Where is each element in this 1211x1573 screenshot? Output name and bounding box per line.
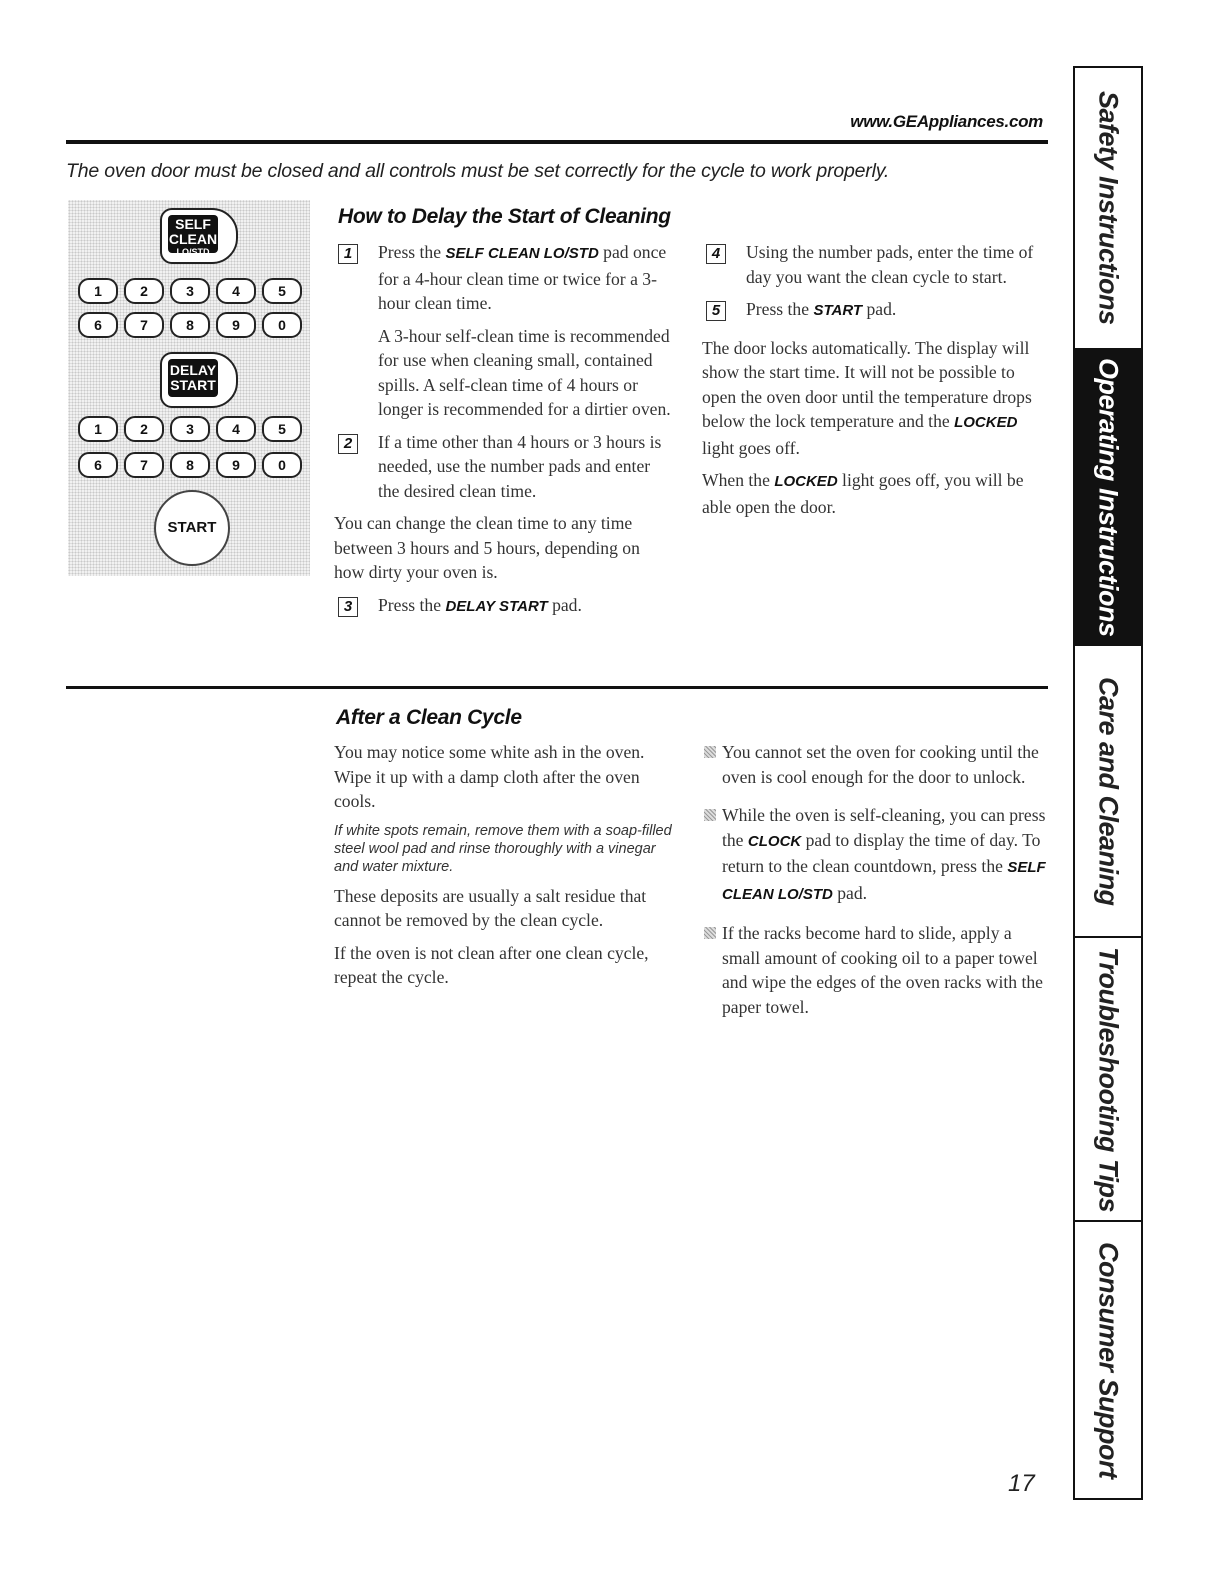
number-key: 9 bbox=[216, 312, 256, 338]
number-key: 6 bbox=[78, 452, 118, 478]
number-key: 3 bbox=[170, 278, 210, 304]
step-5: 5 Press the START pad. bbox=[702, 297, 1048, 324]
number-key: 8 bbox=[170, 452, 210, 478]
number-key: 1 bbox=[78, 416, 118, 442]
step-2: 2 If a time other than 4 hours or 3 hours is needed, use the number pads and enter the desired clean time. bbox=[334, 430, 674, 504]
section-divider bbox=[66, 686, 1048, 689]
number-key: 7 bbox=[124, 312, 164, 338]
delay-column-right bbox=[702, 240, 1048, 527]
page-number: 17 bbox=[1008, 1470, 1035, 1497]
bullet-icon bbox=[704, 746, 716, 758]
number-key: 0 bbox=[262, 452, 302, 478]
delay-column-left bbox=[334, 240, 674, 627]
oven-door-note: The oven door must be closed and all controls must be set correctly for the cycle to work properly. bbox=[66, 160, 890, 182]
step-number: 4 bbox=[706, 244, 726, 264]
step-1: 1 Press the SELF CLEAN LO/STD pad once for a 4-hour clean time or twice for a 3-hour clean time. A 3-hour self-clean time is recommended for use when cleaning small, contained spills. A self-clean time of 4 hours or longer is recommended for a dirtier oven. bbox=[334, 240, 674, 422]
number-key: 4 bbox=[216, 416, 256, 442]
after-column-left bbox=[334, 740, 674, 998]
step-number: 5 bbox=[706, 301, 726, 321]
locked-light-paragraph: When the LOCKED light goes off, you will be able open the door. bbox=[702, 470, 1024, 517]
after-section-title: After a Clean Cycle bbox=[336, 706, 522, 729]
self-clean-key: SELF CLEAN LO/STD bbox=[160, 208, 238, 264]
delay-start-key: DELAY START bbox=[160, 352, 238, 408]
number-key: 3 bbox=[170, 416, 210, 442]
bullet-item: If the racks become hard to slide, apply a small amount of cooking oil to a paper towel and wipe the edges of the oven racks with the paper towel. bbox=[700, 921, 1050, 1019]
step-number: 1 bbox=[338, 244, 358, 264]
white-spots-note: If white spots remain, remove them with a soap-filled steel wool pad and rinse thoroughly with a vinegar and water mixture. bbox=[334, 822, 672, 875]
tab-safety-instructions[interactable]: Safety Instructions bbox=[1075, 68, 1141, 350]
number-key: 2 bbox=[124, 416, 164, 442]
control-panel-illustration bbox=[68, 200, 310, 576]
number-key: 0 bbox=[262, 312, 302, 338]
step-3: 3 Press the DELAY START pad. bbox=[334, 593, 674, 620]
step-4: 4 Using the number pads, enter the time of day you want the clean cycle to start. bbox=[702, 240, 1048, 289]
delay-section-title: How to Delay the Start of Cleaning bbox=[338, 205, 671, 228]
bullet-icon bbox=[704, 927, 716, 939]
tab-troubleshooting-tips[interactable]: Troubleshooting Tips bbox=[1075, 938, 1141, 1222]
step-1-note: A 3-hour self-clean time is recommended for use when cleaning small, contained spills. A self-clean time of 4 hours or longer is recommended for a dirtier oven. bbox=[378, 325, 671, 419]
number-key: 5 bbox=[262, 416, 302, 442]
step-number: 2 bbox=[338, 434, 358, 454]
step-number: 3 bbox=[338, 597, 358, 617]
ash-paragraph: You may notice some white ash in the oven. Wipe it up with a damp cloth after the oven cools. bbox=[334, 742, 645, 811]
section-tabs bbox=[1073, 66, 1143, 1500]
start-key: START bbox=[154, 490, 230, 566]
change-time-note: You can change the clean time to any time between 3 hours and 5 hours, depending on how dirty your oven is. bbox=[334, 513, 640, 582]
tab-consumer-support[interactable]: Consumer Support bbox=[1093, 1241, 1124, 1479]
number-key: 9 bbox=[216, 452, 256, 478]
number-key: 4 bbox=[216, 278, 256, 304]
bullet-item: You cannot set the oven for cooking until the oven is cool enough for the door to unlock. bbox=[700, 740, 1050, 789]
number-key: 5 bbox=[262, 278, 302, 304]
after-column-right bbox=[700, 740, 1050, 1033]
deposits-paragraph: These deposits are usually a salt residue that cannot be removed by the clean cycle. bbox=[334, 885, 647, 930]
tab-care-and-cleaning[interactable]: Care and Cleaning bbox=[1075, 646, 1141, 938]
bullet-icon bbox=[704, 809, 716, 821]
repeat-cycle-paragraph: If the oven is not clean after one clean cycle, repeat the cycle. bbox=[334, 942, 649, 987]
number-key: 8 bbox=[170, 312, 210, 338]
tab-operating-instructions[interactable]: Operating Instructions bbox=[1075, 350, 1141, 646]
number-key: 7 bbox=[124, 452, 164, 478]
door-locks-paragraph: The door locks automatically. The display will show the start time. It will not be possible to open the oven door until the temperature drops below the lock temperature and the LOCKED light goes off. bbox=[702, 337, 1032, 458]
website-url: www.GEAppliances.com bbox=[850, 112, 1043, 131]
number-key: 6 bbox=[78, 312, 118, 338]
number-key: 2 bbox=[124, 278, 164, 304]
top-rule bbox=[66, 140, 1048, 144]
bullet-item: While the oven is self-cleaning, you can press the CLOCK pad to display the time of day. To return to the clean countdown, press the SELF CLEAN LO/STD pad. bbox=[700, 803, 1050, 907]
number-key: 1 bbox=[78, 278, 118, 304]
